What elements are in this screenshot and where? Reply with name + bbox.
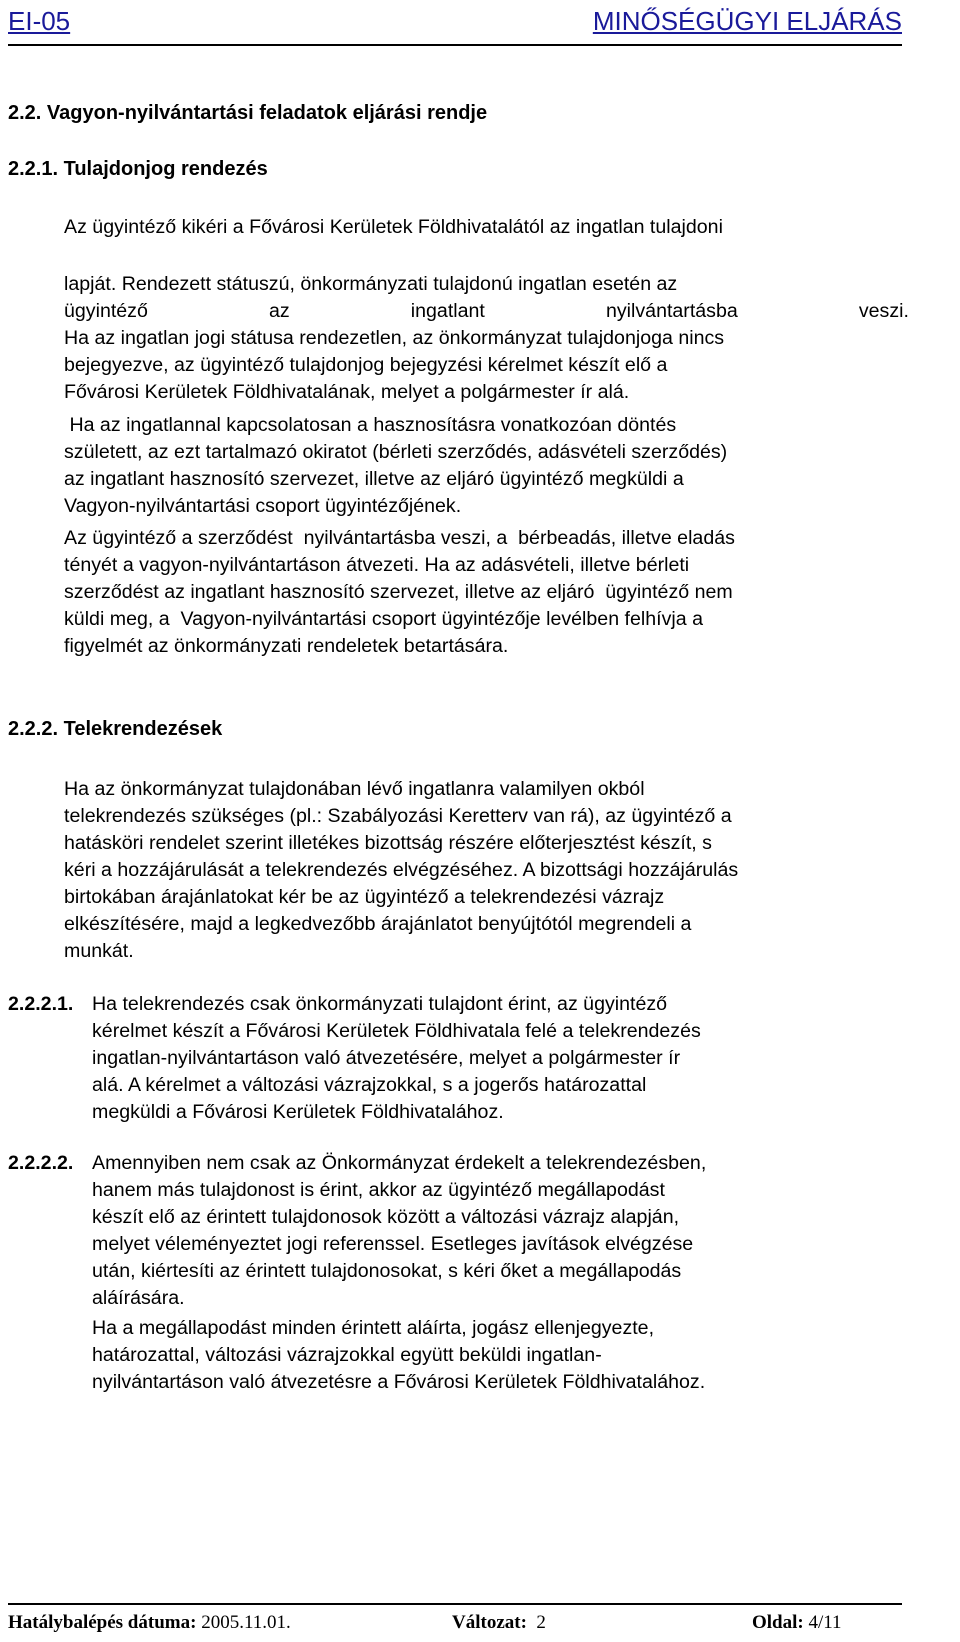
paragraph-line: aláírására.: [92, 1287, 185, 1309]
paragraph-line: Az ügyintéző a szerződést nyilvántartásba veszi, a bérbeadás, illetve eladás: [64, 527, 735, 549]
section-heading-2-2-2: 2.2.2. Telekrendezések: [8, 718, 223, 740]
paragraph-line: Ha telekrendezés csak önkormányzati tulajdont érint, az ügyintéző: [92, 993, 668, 1015]
paragraph-line: munkát.: [64, 940, 134, 962]
paragraph-line: küldi meg, a Vagyon-nyilvántartási csoport ügyintézője levélben felhívja a: [64, 608, 703, 630]
paragraph-line: Fővárosi Kerületek Földhivatalának, melyet a polgármester ír alá.: [64, 381, 630, 403]
document-title: MINŐSÉGÜGYI ELJÁRÁS: [592, 6, 902, 36]
paragraph-line: Vagyon-nyilvántartási csoport ügyintézőjének.: [64, 495, 462, 517]
paragraph-line: figyelmét az önkormányzati rendeletek betartására.: [64, 635, 509, 657]
paragraph-line: született, az ezt tartalmazó okiratot (bérleti szerződés, adásvételi szerződés): [64, 441, 728, 463]
paragraph-line: kérelmet készít a Fővárosi Kerületek Földhivatala felé a telekrendezés: [92, 1020, 701, 1042]
paragraph-line: alá. A kérelmet a változási vázrajzokkal, s a jogerős határozattal: [92, 1074, 647, 1096]
effective-date-label: Hatálybalépés dátuma:: [8, 1612, 197, 1633]
footer-page: [752, 1612, 842, 1634]
paragraph-line: ingatlan-nyilvántartáson való átvezetésére, melyet a polgármester ír: [92, 1047, 681, 1069]
paragraph-line: hanem más tulajdonost is érint, akkor az ügyintéző megállapodást: [92, 1179, 665, 1201]
paragraph-line: Ha az önkormányzat tulajdonában lévő ingatlanra valamilyen okból: [64, 778, 645, 800]
paragraph-line: az ingatlant hasznosító szervezet, illetve az eljáró ügyintéző megküldi a: [64, 468, 684, 490]
footer-divider: [8, 1603, 902, 1605]
footer-version: [452, 1612, 546, 1634]
paragraph-line: elkészítésére, majd a legkedvezőbb árajánlatot benyújtótól megrendeli a: [64, 913, 692, 935]
paragraph-line: megküldi a Fővárosi Kerületek Földhivatalához.: [92, 1101, 504, 1123]
paragraph-line: Amennyiben nem csak az Önkormányzat érdekelt a telekrendezésben,: [92, 1152, 707, 1174]
version-label: Változat:: [452, 1612, 527, 1633]
version-value: 2: [526, 1612, 546, 1633]
paragraph-line: után, kiértesíti az érintett tulajdonosokat, s kéri őket a megállapodás: [92, 1260, 682, 1282]
paragraph-line-justified: ügyintéző az ingatlant nyilvántartásba veszi.: [64, 300, 909, 322]
page-label: Oldal:: [752, 1612, 804, 1633]
page-header: [8, 6, 902, 46]
paragraph-line: birtokában árajánlatokat kér be az ügyintéző a telekrendezési vázrajz: [64, 886, 665, 908]
section-heading-2-2-1: 2.2.1. Tulajdonjog rendezés: [8, 158, 268, 180]
subsection-number: 2.2.2.2.: [8, 1152, 74, 1174]
paragraph-line: nyilvántartáson való átvezetésre a Fővárosi Kerületek Földhivatalához.: [92, 1371, 706, 1393]
document-code: EI-05: [8, 6, 71, 36]
paragraph-line: Ha a megállapodást minden érintett aláírta, jogász ellenjegyezte,: [92, 1317, 655, 1339]
paragraph-line: bejegyezve, az ügyintéző tulajdonjog bejegyzési kérelmet készít elő a: [64, 354, 668, 376]
paragraph-line: tényét a vagyon-nyilvántartáson átvezeti. Ha az adásvételi, illetve bérleti: [64, 554, 690, 576]
subsection-number: 2.2.2.1.: [8, 993, 74, 1015]
paragraph-line: Ha az ingatlan jogi státusa rendezetlen, az önkormányzat tulajdonjoga nincs: [64, 327, 725, 349]
paragraph-line: készít elő az érintett tulajdonosok között a változási vázrajz alapján,: [92, 1206, 680, 1228]
paragraph-line: szerződést az ingatlant hasznosító szervezet, illetve az eljáró ügyintéző nem: [64, 581, 733, 603]
paragraph-line: Ha az ingatlannal kapcsolatosan a hasznosításra vonatkozóan döntés: [64, 414, 677, 436]
paragraph-line: melyet véleményeztet jogi referenssel. Esetleges javítások elvégzése: [92, 1233, 694, 1255]
paragraph-line: kéri a hozzájárulását a telekrendezés elvégzéséhez. A bizottsági hozzájárulás: [64, 859, 739, 881]
paragraph-line: Az ügyintéző kikéri a Fővárosi Kerületek Földhivatalától az ingatlan tulajdoni: [64, 216, 723, 238]
page-value: 4/11: [803, 1612, 842, 1633]
section-heading-2-2: 2.2. Vagyon-nyilvántartási feladatok eljárási rendje: [8, 102, 488, 124]
footer-effective-date: [8, 1612, 291, 1634]
paragraph-line: hatásköri rendelet szerint illetékes bizottság részére előterjesztést készít, s: [64, 832, 712, 854]
paragraph-line: határozattal, változási vázrajzokkal együtt beküldi ingatlan-: [92, 1344, 602, 1366]
paragraph-line: lapját. Rendezett státuszú, önkormányzati tulajdonú ingatlan esetén az: [64, 273, 678, 295]
paragraph-line: telekrendezés szükséges (pl.: Szabályozási Keretterv van rá), az ügyintéző a: [64, 805, 732, 827]
effective-date-value: 2005.11.01.: [196, 1612, 291, 1633]
